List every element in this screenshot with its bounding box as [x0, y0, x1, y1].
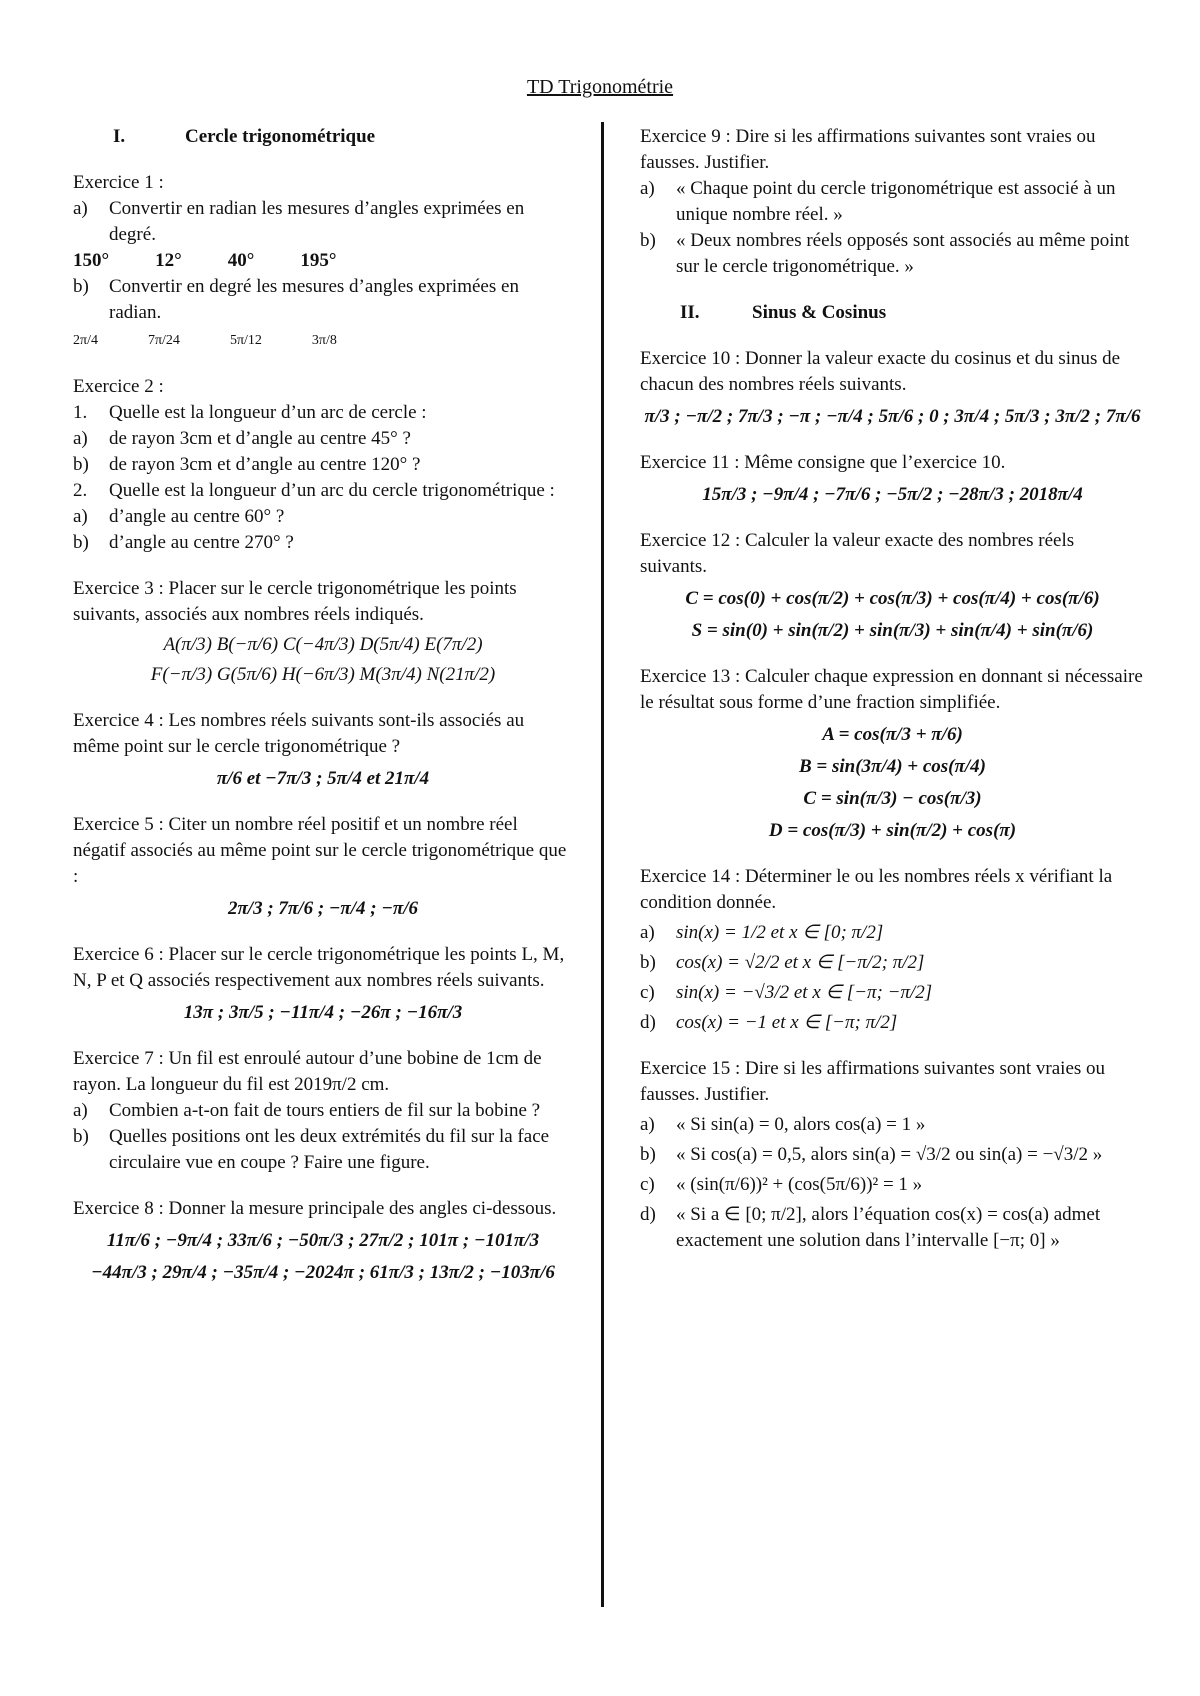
list-item: b) « Si cos(a) = 0,5, alors sin(a) = √3/2 ou sin(a) = −√3/2 » [640, 1144, 1103, 1165]
formula-C: C = cos(0) + cos(π/2) + cos(π/3) + cos(π/4) + cos(π/6) [685, 588, 1100, 609]
points-line-2: F(−π/3) G(5π/6) H(−6π/3) M(3π/4) N(21π/2) [150, 664, 496, 685]
list-item: a) Combien a-t-on fait de tours entiers de fil sur la bobine ? [73, 1100, 541, 1121]
exercise-3: Exercice 3 : Placer sur le cercle trigonométrique les points suivants, associés aux nombres réels indiqués. A(π/3) B(−π/6) C(−4π/3) D(5π/4) E(7π/2) F(−π/3) G(5π/6) H(−6π/3) M(3π/4) N(21π/2) [73, 576, 573, 688]
list-item: d) cos(x) = −1 et x ∈ [−π; π/2] [640, 1012, 898, 1033]
list-item: a) de rayon 3cm et d’angle au centre 45° ? [73, 428, 411, 449]
list-item: b) Quelles positions ont les deux extrémités du fil sur la face circulaire vue en coupe ? Faire une figure. [73, 1126, 550, 1173]
list-item: c) « (sin(π/6))² + (cos(5π/6))² = 1 » [640, 1174, 923, 1195]
exercise-2: Exercice 2 : 1. Quelle est la longueur d’un arc de cercle : a) de rayon 3cm et d’angle au centre 45° ? b) de rayon 3cm et d’angle au centre 120° ? 2. Quelle est la longueur d’un arc du cercle trigonométrique : a) d’angle au centre 60° ? b) d’angle au centre 270° ? [73, 374, 573, 556]
formula: 15π/3 ; −9π/4 ; −7π/6 ; −5π/2 ; −28π/3 ; 2018π/4 [702, 484, 1083, 505]
exercise-title: Exercice 1 : [73, 172, 164, 193]
exercise-15: Exercice 15 : Dire si les affirmations suivantes sont vraies ou fausses. Justifier. a) « Si sin(a) = 0, alors cos(a) = 1 » b) « Si cos(a) = 0,5, alors sin(a) = √3/2 ou sin(a) = −√3/2 » c) « (sin(π/6))² + (cos(5π/6))² = 1 » d) « Si a ∈ [0; π/2], alors l’équation cos(x) = cos(a) admet exactement une solution dans l’intervalle [−π; 0] » [640, 1056, 1145, 1254]
formula-D: D = cos(π/3) + sin(π/2) + cos(π) [768, 820, 1017, 841]
formula: 13π ; 3π/5 ; −11π/4 ; −26π ; −16π/3 [183, 1002, 463, 1023]
formula-C: C = sin(π/3) − cos(π/3) [803, 788, 982, 809]
list-item: a) « Chaque point du cercle trigonométrique est associé à un unique nombre réel. » [640, 178, 1116, 225]
list-item: b) « Deux nombres réels opposés sont associés au même point sur le cercle trigonométrique. » [640, 230, 1130, 277]
formula: π/3 ; −π/2 ; 7π/3 ; −π ; −π/4 ; 5π/6 ; 0 ; 3π/4 ; 5π/3 ; 3π/2 ; 7π/6 [644, 406, 1141, 427]
section-heading-2: II. Sinus & Cosinus [680, 302, 887, 323]
exercise-8: Exercice 8 : Donner la mesure principale des angles ci-dessous. 11π/6 ; −9π/4 ; 33π/6 ; −50π/3 ; 27π/2 ; 101π ; −101π/3 −44π/3 ; 29π/4 ; −35π/4 ; −2024π ; 61π/3 ; 13π/2 ; −103π/6 [73, 1196, 573, 1286]
exercise-14: Exercice 14 : Déterminer le ou les nombres réels x vérifiant la condition donnée. a) sin(x) = 1/2 et x ∈ [0; π/2] b) cos(x) = √2/2 et x ∈ [−π/2; π/2] c) sin(x) = −√3/2 et x ∈ [−π; −π/2] d) cos(x) = −1 et x ∈ [−π; π/2] [640, 864, 1145, 1036]
formula: 2π/3 ; 7π/6 ; −π/4 ; −π/6 [227, 898, 419, 919]
exercise-1 [73, 170, 573, 354]
formula-line-1: 11π/6 ; −9π/4 ; 33π/6 ; −50π/3 ; 27π/2 ; 101π ; −101π/3 [106, 1230, 540, 1251]
formula-S: S = sin(0) + sin(π/2) + sin(π/3) + sin(π/4) + sin(π/6) [691, 620, 1094, 641]
page-title: TD Trigonométrie [526, 76, 674, 98]
formula: π/6 et −7π/3 ; 5π/4 et 21π/4 [216, 768, 430, 789]
section-heading-1: I. Cercle trigonométrique [113, 126, 376, 147]
list-item: a) sin(x) = 1/2 et x ∈ [0; π/2] [640, 922, 884, 943]
list-item: 1. Quelle est la longueur d’un arc de cercle : [73, 402, 427, 423]
formula-line-2: −44π/3 ; 29π/4 ; −35π/4 ; −2024π ; 61π/3 ; 13π/2 ; −103π/6 [91, 1262, 555, 1283]
points-line-1: A(π/3) B(−π/6) C(−4π/3) D(5π/4) E(7π/2) [163, 634, 483, 655]
exercise-9: Exercice 9 : Dire si les affirmations suivantes sont vraies ou fausses. Justifier. a) « Chaque point du cercle trigonométrique est associé à un unique nombre réel. » b) « Deux nombres réels opposés sont associés au même point sur le cercle trigonométrique. » [640, 124, 1145, 280]
degree-values: 150° 12° 40° 195° [73, 250, 337, 271]
right-column [640, 124, 1145, 1274]
list-item: b) Convertir en degré les mesures d’angles exprimées en radian. [73, 276, 519, 323]
exercise-13: Exercice 13 : Calculer chaque expression en donnant si nécessaire le résultat sous forme d’une fraction simplifiée. A = cos(π/3 + π/6) B = sin(3π/4) + cos(π/4) C = sin(π/3) − cos(π/3) D = cos(π/3) + sin(π/2) + cos(π) [640, 664, 1145, 844]
exercise-10: Exercice 10 : Donner la valeur exacte du cosinus et du sinus de chacun des nombres réels suivants. π/3 ; −π/2 ; 7π/3 ; −π ; −π/4 ; 5π/6 ; 0 ; 3π/4 ; 5π/3 ; 3π/2 ; 7π/6 [640, 346, 1145, 430]
formula-B: B = sin(3π/4) + cos(π/4) [798, 756, 986, 777]
list-item: b) cos(x) = √2/2 et x ∈ [−π/2; π/2] [640, 952, 925, 973]
list-item: d) « Si a ∈ [0; π/2], alors l’équation cos(x) = cos(a) admet exactement une solution dans l’intervalle [−π; 0] » [640, 1204, 1101, 1251]
list-item: a) « Si sin(a) = 0, alors cos(a) = 1 » [640, 1114, 926, 1135]
exercise-12: Exercice 12 : Calculer la valeur exacte des nombres réels suivants. C = cos(0) + cos(π/2) + cos(π/3) + cos(π/4) + cos(π/6) S = sin(0) + sin(π/2) + sin(π/3) + sin(π/4) + sin(π/6) [640, 528, 1145, 644]
list-item: a) Convertir en radian les mesures d’angles exprimées en degré. [73, 198, 525, 245]
exercise-4: Exercice 4 : Les nombres réels suivants sont-ils associés au même point sur le cercle trigonométrique ? π/6 et −7π/3 ; 5π/4 et 21π/4 [73, 708, 573, 792]
exercise-5: Exercice 5 : Citer un nombre réel positif et un nombre réel négatif associés au même point sur le cercle trigonométrique que : 2π/3 ; 7π/6 ; −π/4 ; −π/6 [73, 812, 573, 922]
list-item: b) de rayon 3cm et d’angle au centre 120° ? [73, 454, 421, 475]
list-item: a) d’angle au centre 60° ? [73, 506, 285, 527]
list-item: c) sin(x) = −√3/2 et x ∈ [−π; −π/2] [640, 982, 933, 1003]
exercise-6: Exercice 6 : Placer sur le cercle trigonométrique les points L, M, N, P et Q associés respectivement aux nombres réels suivants. 13π ; 3π/5 ; −11π/4 ; −26π ; −16π/3 [73, 942, 573, 1026]
list-item: 2. Quelle est la longueur d’un arc du cercle trigonométrique : [73, 480, 555, 501]
column-divider [601, 122, 604, 1607]
exercise-7: Exercice 7 : Un fil est enroulé autour d’une bobine de 1cm de rayon. La longueur du fil est 2019π/2 cm. a) Combien a-t-on fait de tours entiers de fil sur la bobine ? b) Quelles positions ont les deux extrémités du fil sur la face circulaire vue en coupe ? Faire une figure. [73, 1046, 573, 1176]
left-column [73, 124, 573, 1306]
radian-values: 2π/4 7π/24 5π/12 3π/8 [73, 333, 337, 348]
exercise-11: Exercice 11 : Même consigne que l’exercice 10. 15π/3 ; −9π/4 ; −7π/6 ; −5π/2 ; −28π/3 ; 2018π/4 [640, 450, 1145, 508]
list-item: b) d’angle au centre 270° ? [73, 532, 294, 553]
formula-A: A = cos(π/3 + π/6) [822, 724, 963, 745]
